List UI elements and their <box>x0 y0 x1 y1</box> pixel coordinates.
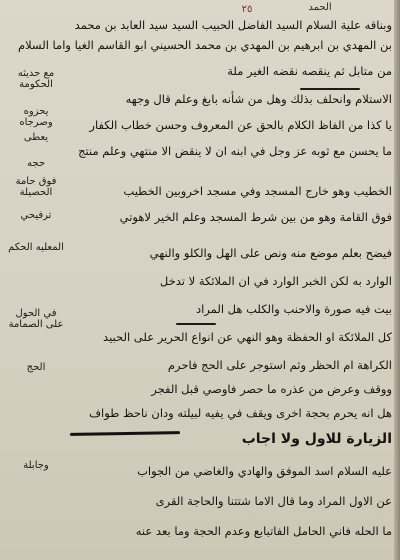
margin-note: حجه <box>27 158 45 169</box>
text-line: الاستلام وانحلف بذلك وهل من شأنه بابغ وعلم قال وجهه <box>125 92 392 106</box>
text-line: بيت فيه صورة والاحنب والكلب هل المراد <box>196 302 392 316</box>
underline-stroke <box>176 323 216 325</box>
catchword: الحمد <box>308 2 332 13</box>
text-line: الخطيب وهو خارج المسجد وفي مسجد اخروبين الخطيب <box>123 184 392 198</box>
text-line: فوق القامة وهو من بين شرط المسجد وعلم الخير لاهوتي <box>119 210 392 224</box>
text-line: هل انه يحرم بحجة اخرى ويقف في يفيه لبيلته ودان ناحظ طواف <box>89 406 392 420</box>
margin-note: يحزوه وصرجاه <box>19 106 53 128</box>
margin-note: وجابلة <box>23 460 49 471</box>
text-line: وبناقه علية السلام السيد الفاضل الحبيب السيد سيد العابد بن محمد <box>74 18 392 32</box>
text-line: ما يحسن مع ثوبه عز وجل في ابنه ان لا ينقض الا منتهي وعلم منتج <box>78 144 392 158</box>
page-edge <box>394 0 400 560</box>
margin-note: يعطى <box>23 132 49 143</box>
text-line: ما الحله فاني الحامل الفاتبابع وعدم الحجة وما بعد عنه <box>135 524 392 538</box>
margin-note: ترفيحي <box>20 210 52 221</box>
text-line: فيضح بعلم موضع منه ونص على الهل والكلو والنهي <box>149 246 392 260</box>
text-line: من متابل ثم ينقصه نقضه الغير ملة <box>227 64 392 78</box>
text-line: ووقف وعرض من عذره ما حصر فاوصي قبل الفجر <box>151 382 392 396</box>
text-line: الكراهة ام الحظر وثم استوجر على الحج فاحرم <box>167 358 392 372</box>
text-line: الوارد به لكن الخبر الوارد في ان الملائكة لا تدخل <box>159 274 392 288</box>
text-line: عليه السلام اسد الموفق والهادي والغاضي من الجواب <box>137 464 392 478</box>
text-line: يا كذا من الفاظ الكلام بالحق عن المعروف وحسن خطاب الكفار <box>89 118 392 132</box>
margin-note: مع حديثه الحكومة <box>17 68 55 90</box>
text-line-ajab: الزيارة للاول ولا اجاب <box>241 431 392 447</box>
margin-note: المعليه الحكم <box>8 242 64 253</box>
margin-note: في الحول على الصمامة <box>8 308 64 330</box>
underline-stroke <box>300 88 360 90</box>
folio-number: ٢٥ <box>241 4 253 15</box>
margin-note: فوق حامة الحصيلة <box>15 176 57 198</box>
text-line: كل الملائكة او الحفظة وهو النهي عن انواع الحرير على الحبيد <box>103 330 392 344</box>
marginal-notes <box>6 58 66 488</box>
margin-note: الحج <box>26 362 46 373</box>
text-line: عن الاول المراد وما قال الاما شتتنا والحاجة القرى <box>155 494 392 508</box>
text-line: بن المهدي بن ابرهيم بن المهدي بن محمد الحسيني ابو القاسم الغيا واما السلام <box>17 38 392 52</box>
